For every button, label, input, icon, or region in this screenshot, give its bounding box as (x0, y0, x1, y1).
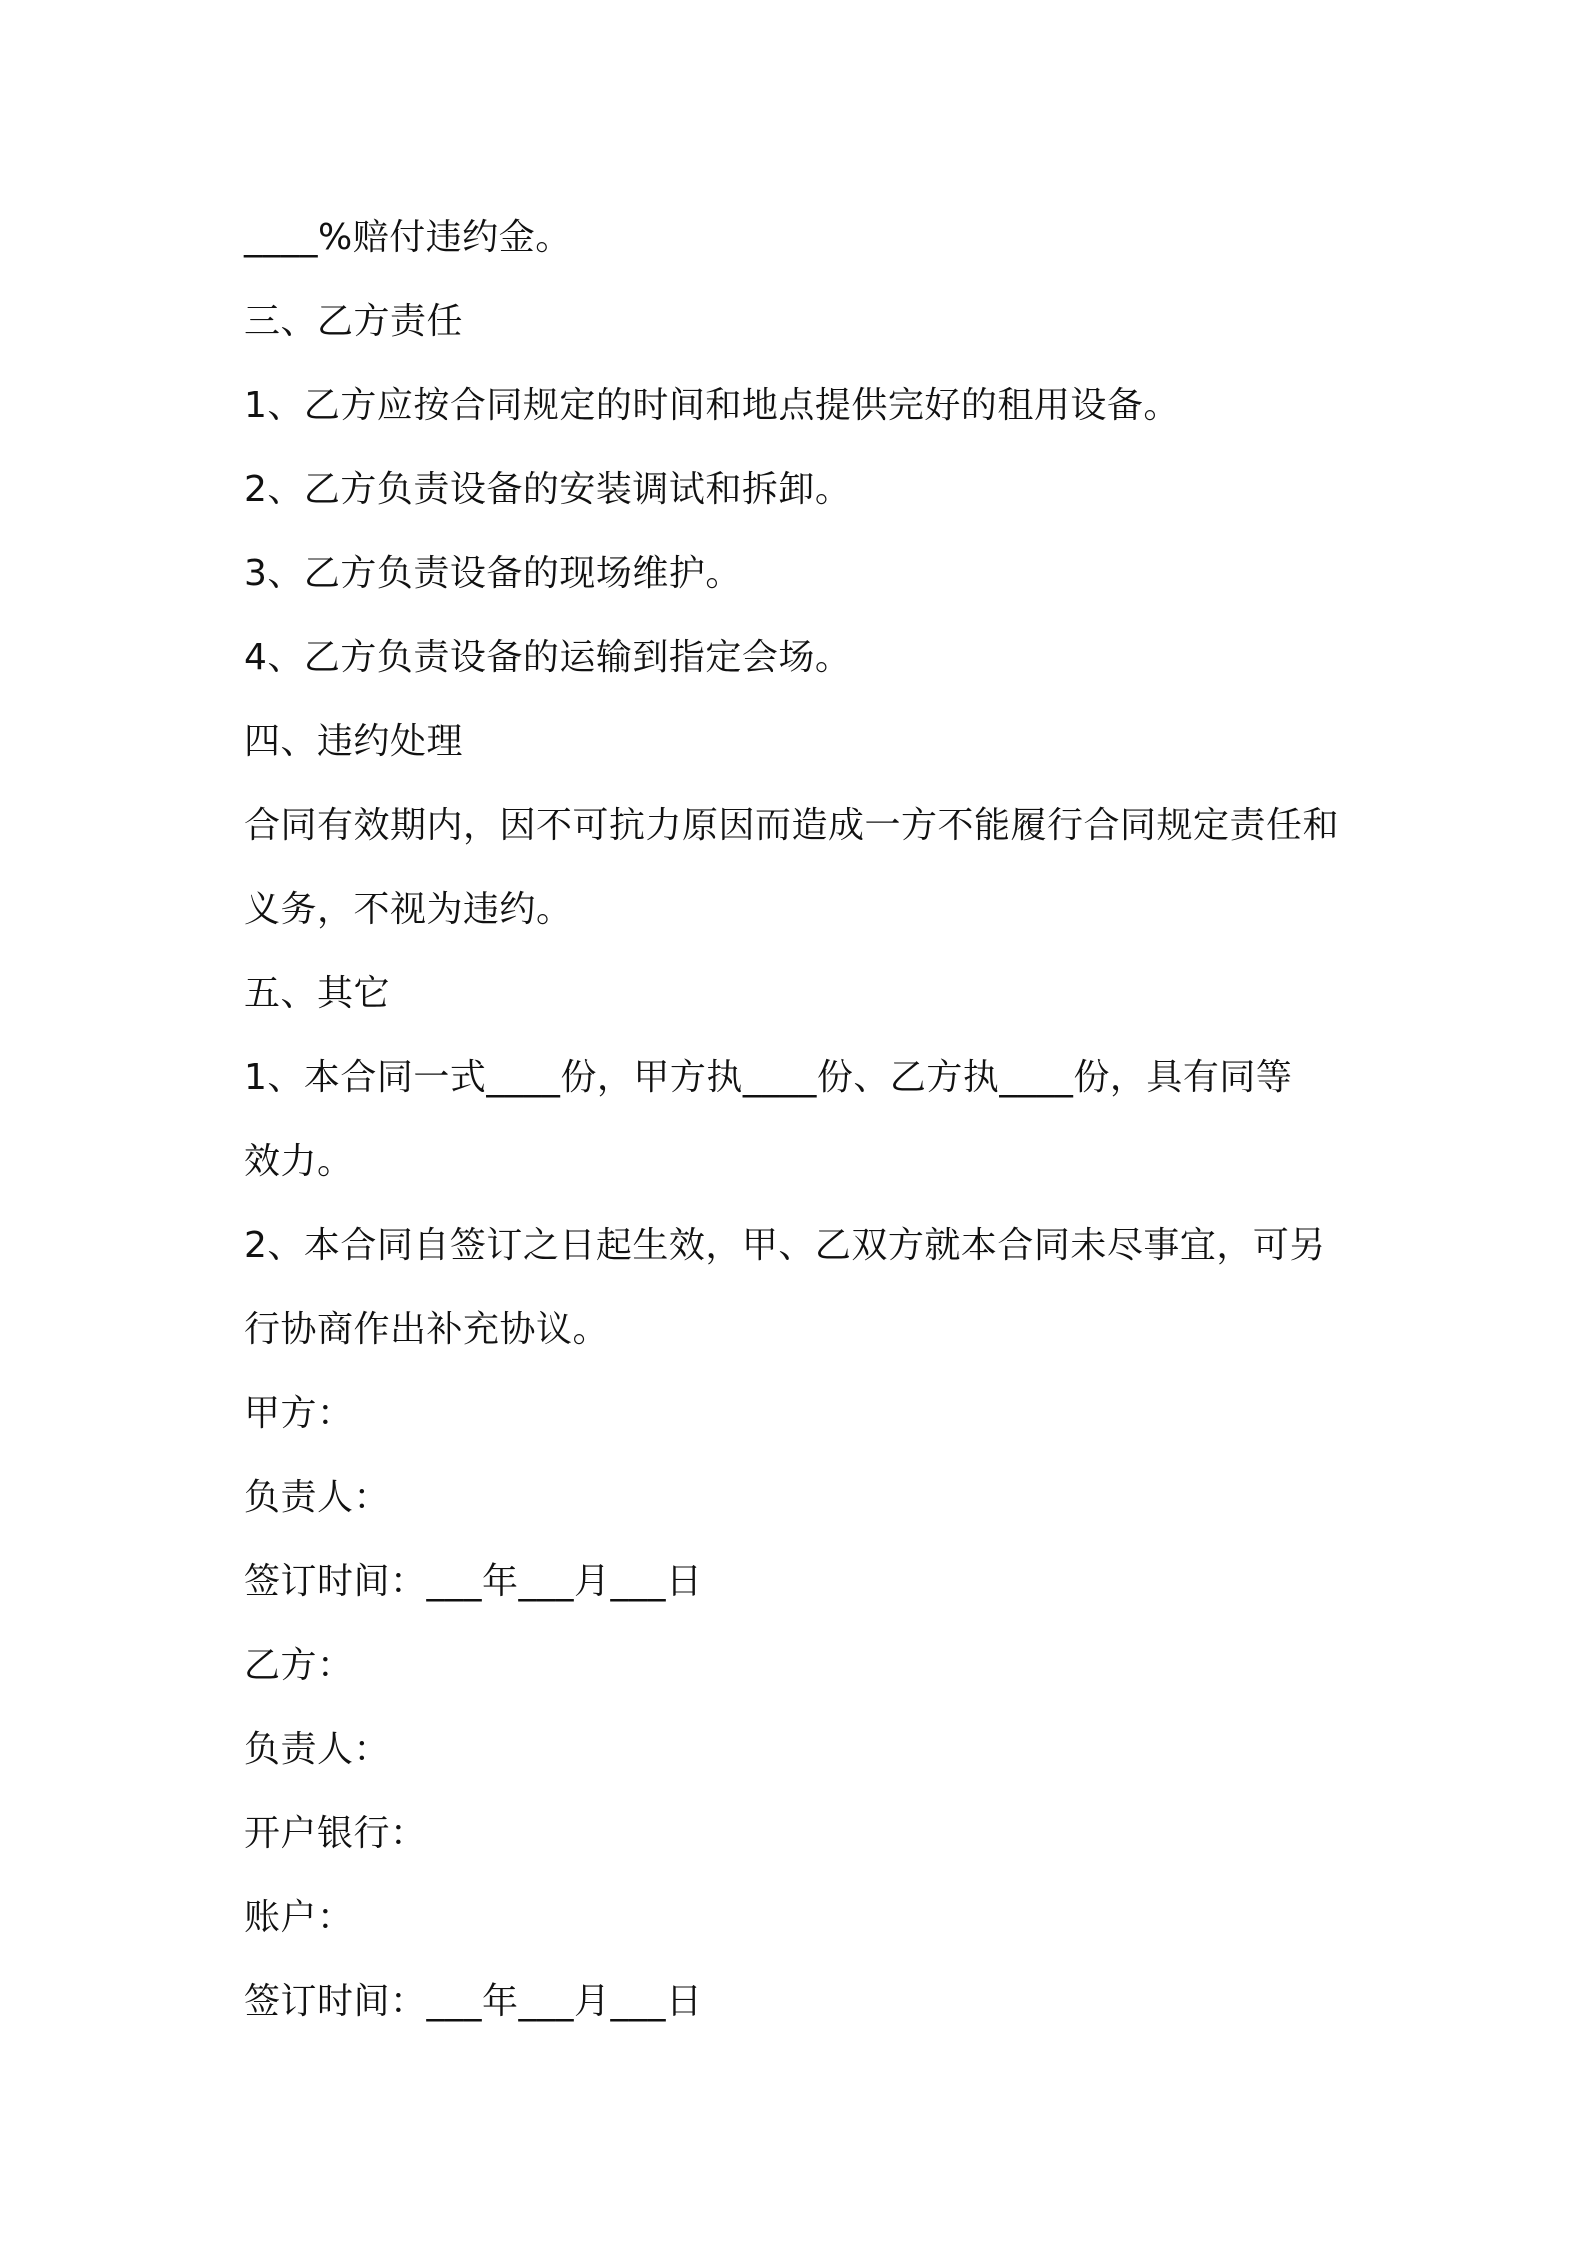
section-heading-party-b-responsibilities: 三、乙方责任 (244, 301, 464, 342)
penalty-clause-line: ____%赔付违约金。 (244, 217, 572, 258)
party-b-account-label: 账户： (244, 1897, 354, 1938)
other-item-2-line-1: 2、本合同自签订之日起生效，甲、乙双方就本合同未尽事宜，可另 (244, 1225, 1326, 1266)
breach-paragraph-line-1: 合同有效期内，因不可抗力原因而造成一方不能履行合同规定责任和 (244, 805, 1340, 846)
party-b-bank-label: 开户银行： (244, 1813, 427, 1854)
other-item-2-line-2: 行协商作出补充协议。 (244, 1309, 610, 1350)
section-heading-other: 五、其它 (244, 973, 391, 1014)
party-b-item-1: 1、乙方应按合同规定的时间和地点提供完好的租用设备。 (244, 385, 1180, 426)
party-a-sign-date-line: 签订时间：___年___月___日 (244, 1561, 703, 1602)
party-b-item-3: 3、乙方负责设备的现场维护。 (244, 553, 742, 594)
contract-text (244, 196, 1364, 2044)
party-b-item-4: 4、乙方负责设备的运输到指定会场。 (244, 637, 852, 678)
other-item-1-line-1: 1、本合同一式____份，甲方执____份、乙方执____份，具有同等 (244, 1057, 1293, 1098)
party-b-sign-date-line: 签订时间：___年___月___日 (244, 1981, 703, 2022)
other-item-1-line-2: 效力。 (244, 1141, 354, 1182)
party-b-item-2: 2、乙方负责设备的安装调试和拆卸。 (244, 469, 852, 510)
section-heading-breach: 四、违约处理 (244, 721, 464, 762)
party-a-label: 甲方： (244, 1393, 354, 1434)
party-a-responsible-person-label: 负责人： (244, 1477, 391, 1518)
party-b-responsible-person-label: 负责人： (244, 1729, 391, 1770)
party-b-label: 乙方： (244, 1645, 354, 1686)
breach-paragraph-line-2: 义务，不视为违约。 (244, 889, 573, 930)
